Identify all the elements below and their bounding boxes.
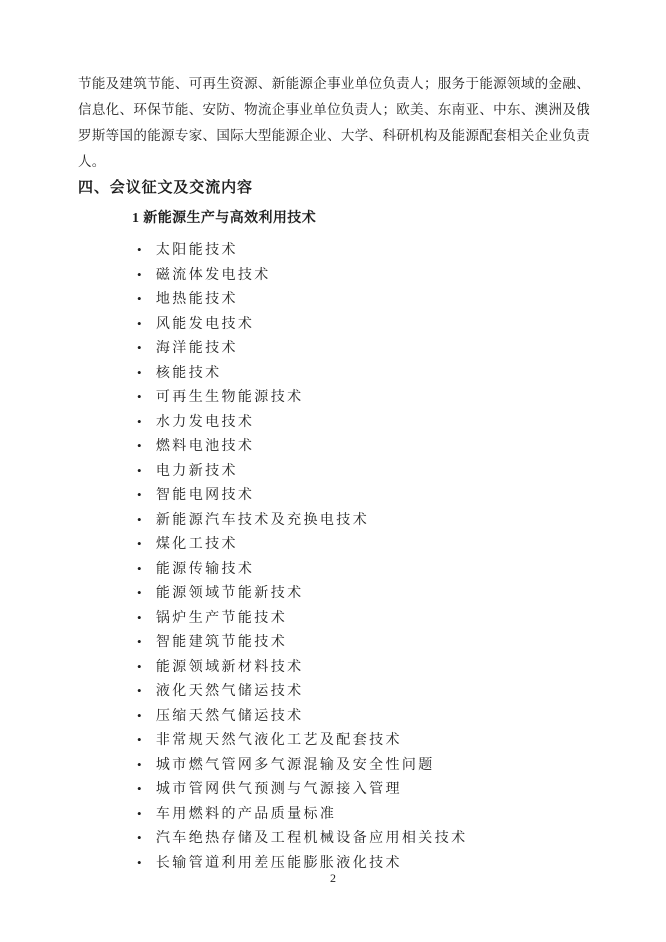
bullet-icon: • xyxy=(137,462,142,478)
list-item xyxy=(78,630,590,655)
topic-label: 核能技术 xyxy=(155,365,222,381)
bullet-icon: • xyxy=(137,266,142,282)
bullet-icon: • xyxy=(137,854,142,870)
list-item xyxy=(78,336,590,361)
page-number: 2 xyxy=(330,871,336,885)
topic-label: 锅炉生产节能技术 xyxy=(155,610,288,626)
list-item xyxy=(78,434,590,459)
bullet-icon: • xyxy=(137,634,142,649)
list-item xyxy=(78,728,590,753)
list-item xyxy=(78,263,590,288)
list-item xyxy=(78,655,590,680)
list-item xyxy=(78,238,590,263)
bullet-icon: • xyxy=(137,560,142,576)
list-item xyxy=(78,777,590,802)
list-item xyxy=(78,606,590,631)
list-item xyxy=(78,802,590,827)
list-item xyxy=(78,753,590,778)
bullet-icon: • xyxy=(137,830,142,845)
topic-label: 电力新技术 xyxy=(155,463,238,479)
topic-label: 太阳能技术 xyxy=(155,243,238,258)
topic-label: 压缩天然气储运技术 xyxy=(155,708,304,724)
bullet-icon: • xyxy=(137,242,142,257)
bullet-icon: • xyxy=(137,609,142,625)
bullet-icon: • xyxy=(137,658,142,674)
section-subheading: 1 新能源生产与高效利用技术 xyxy=(132,211,317,226)
topic-label: 长输管道利用差压能膨胀液化技术 xyxy=(155,855,402,871)
topic-label: 汽车绝热存储及工程机械设备应用相关技术 xyxy=(155,831,468,846)
list-item xyxy=(78,287,590,312)
bullet-icon: • xyxy=(137,683,142,698)
list-item xyxy=(78,459,590,484)
list-item xyxy=(78,581,590,606)
topic-label: 地热能技术 xyxy=(155,292,238,307)
list-item xyxy=(78,410,590,435)
bullet-icon: • xyxy=(137,536,142,551)
bullet-icon: • xyxy=(137,487,142,502)
topic-label: 海洋能技术 xyxy=(155,341,238,356)
bullet-icon: • xyxy=(137,805,142,821)
bullet-icon: • xyxy=(137,707,142,723)
bullet-icon: • xyxy=(137,364,142,380)
topics-list xyxy=(78,238,590,875)
topic-label: 车用燃料的产品质量标准 xyxy=(155,806,337,822)
list-item xyxy=(78,508,590,533)
list-item xyxy=(78,483,590,508)
topic-label: 城市管网供气预测与气源接入管理 xyxy=(155,782,402,797)
topic-label: 能源传输技术 xyxy=(155,561,255,577)
bullet-icon: • xyxy=(137,585,142,600)
topic-label: 智能电网技术 xyxy=(155,488,255,503)
body-paragraph: 节能及建筑节能、可再生资源、新能源企事业单位负责人；服务于能源领域的金融、信息化、环保节能、安防、物流企事业单位负责人；欧美、东南亚、中东、澳洲及俄罗斯等国的能源专家、国际大型能源企业、大学、科研机构及能源配套相关企业负责人。 xyxy=(78,76,590,169)
bullet-icon: • xyxy=(137,315,142,331)
bullet-icon: • xyxy=(137,756,142,772)
bullet-icon: • xyxy=(137,732,142,747)
topic-label: 水力发电技术 xyxy=(155,414,255,430)
list-item xyxy=(78,826,590,851)
section-heading: 四、会议征文及交流内容 xyxy=(78,180,253,196)
topic-label: 燃料电池技术 xyxy=(155,439,255,454)
topic-label: 能源领域新材料技术 xyxy=(155,659,304,675)
list-item xyxy=(78,312,590,337)
topic-label: 新能源汽车技术及充换电技术 xyxy=(155,512,370,528)
page-content xyxy=(78,71,590,875)
topic-label: 非常规天然气液化工艺及配套技术 xyxy=(155,733,402,748)
topic-label: 风能发电技术 xyxy=(155,316,255,332)
bullet-icon: • xyxy=(137,781,142,796)
list-item xyxy=(78,361,590,386)
list-item xyxy=(78,532,590,557)
topic-label: 可再生生物能源技术 xyxy=(155,390,304,405)
bullet-icon: • xyxy=(137,291,142,306)
topic-label: 智能建筑节能技术 xyxy=(155,635,288,650)
bullet-icon: • xyxy=(137,413,142,429)
bullet-icon: • xyxy=(137,340,142,355)
topic-label: 液化天然气储运技术 xyxy=(155,684,304,699)
list-item xyxy=(78,557,590,582)
bullet-icon: • xyxy=(137,389,142,404)
bullet-icon: • xyxy=(137,511,142,527)
list-item xyxy=(78,704,590,729)
bullet-icon: • xyxy=(137,438,142,453)
topic-label: 能源领域节能新技术 xyxy=(155,586,304,601)
topic-label: 磁流体发电技术 xyxy=(155,267,271,283)
topic-label: 煤化工技术 xyxy=(155,537,238,552)
list-item xyxy=(78,385,590,410)
topic-label: 城市燃气管网多气源混输及安全性问题 xyxy=(155,757,435,773)
list-item xyxy=(78,679,590,704)
